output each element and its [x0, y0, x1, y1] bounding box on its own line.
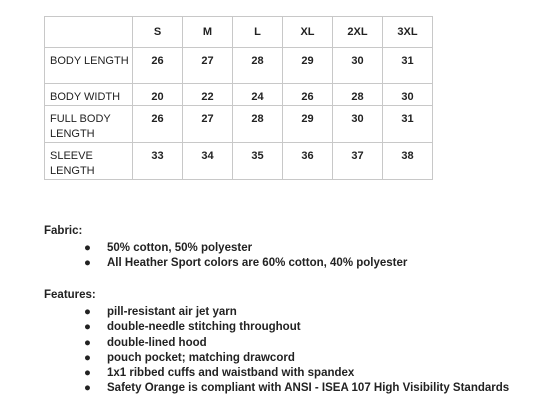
list-item [44, 305, 509, 320]
row-label: SLEEVE LENGTH [45, 143, 133, 180]
features-section [44, 287, 509, 397]
list-item-text: Safety Orange is compliant with ANSI - ISEA 107 High Visibility Standards [107, 382, 510, 395]
features-title: Features: [44, 289, 96, 301]
list-item [44, 256, 407, 271]
size-header-l: L [233, 17, 283, 48]
list-item [44, 381, 509, 396]
table-cell: 33 [133, 143, 183, 180]
list-item-text: double-lined hood [107, 336, 207, 349]
table-cell: 29 [283, 106, 333, 143]
table-row-body-width [45, 84, 433, 106]
table-cell: 35 [233, 143, 283, 180]
fabric-list [44, 241, 407, 272]
table-row-body-length [45, 48, 433, 84]
corner-cell [45, 17, 133, 48]
table-cell: 37 [333, 143, 383, 180]
list-item [44, 351, 509, 366]
table-cell: 31 [383, 48, 433, 84]
size-header-3xl: 3XL [383, 17, 433, 48]
table-cell: 28 [233, 106, 283, 143]
table-cell: 30 [333, 106, 383, 143]
fabric-section [44, 223, 407, 272]
bullet-icon: ● [84, 257, 91, 270]
table-cell: 31 [383, 106, 433, 143]
fabric-title: Fabric: [44, 225, 83, 237]
list-item [44, 336, 509, 351]
bullet-icon: ● [84, 306, 91, 318]
list-item [44, 241, 407, 256]
list-item-text: 50% cotton, 50% polyester [107, 242, 253, 254]
list-item-text: double-needle stitching throughout [107, 321, 301, 334]
table-cell: 28 [233, 48, 283, 84]
table-row-full-body-length [45, 106, 433, 143]
table-cell: 24 [233, 84, 283, 106]
table-cell: 38 [383, 143, 433, 180]
size-header-s: S [133, 17, 183, 48]
list-item [44, 366, 509, 381]
table-cell: 27 [183, 48, 233, 84]
table-cell: 26 [283, 84, 333, 106]
table-cell: 34 [183, 143, 233, 180]
list-item-text: All Heather Sport colors are 60% cotton, 40% polyester [107, 257, 408, 270]
size-header-m: M [183, 17, 233, 48]
bullet-icon: ● [84, 321, 91, 334]
row-label: BODY WIDTH [45, 84, 133, 106]
bullet-icon: ● [84, 367, 91, 380]
size-header-row [45, 17, 433, 48]
table-cell: 26 [133, 48, 183, 84]
size-header-xl: XL [283, 17, 333, 48]
bullet-icon: ● [84, 242, 91, 254]
bullet-icon: ● [84, 336, 91, 349]
row-label: BODY LENGTH [45, 48, 133, 84]
table-cell: 29 [283, 48, 333, 84]
bullet-icon: ● [84, 382, 91, 395]
table-cell: 36 [283, 143, 333, 180]
size-chart-table [44, 16, 433, 180]
features-list [44, 305, 509, 397]
table-cell: 28 [333, 84, 383, 106]
list-item [44, 320, 509, 335]
table-cell: 22 [183, 84, 233, 106]
table-cell: 26 [133, 106, 183, 143]
list-item-text: 1x1 ribbed cuffs and waistband with spandex [107, 367, 355, 380]
table-cell: 30 [383, 84, 433, 106]
table-row-sleeve-length [45, 143, 433, 180]
list-item-text: pouch pocket; matching drawcord [107, 351, 295, 364]
table-cell: 30 [333, 48, 383, 84]
row-label: FULL BODY LENGTH [45, 106, 133, 143]
table-cell: 27 [183, 106, 233, 143]
table-cell: 20 [133, 84, 183, 106]
size-header-2xl: 2XL [333, 17, 383, 48]
bullet-icon: ● [84, 351, 91, 364]
list-item-text: pill-resistant air jet yarn [107, 306, 237, 318]
